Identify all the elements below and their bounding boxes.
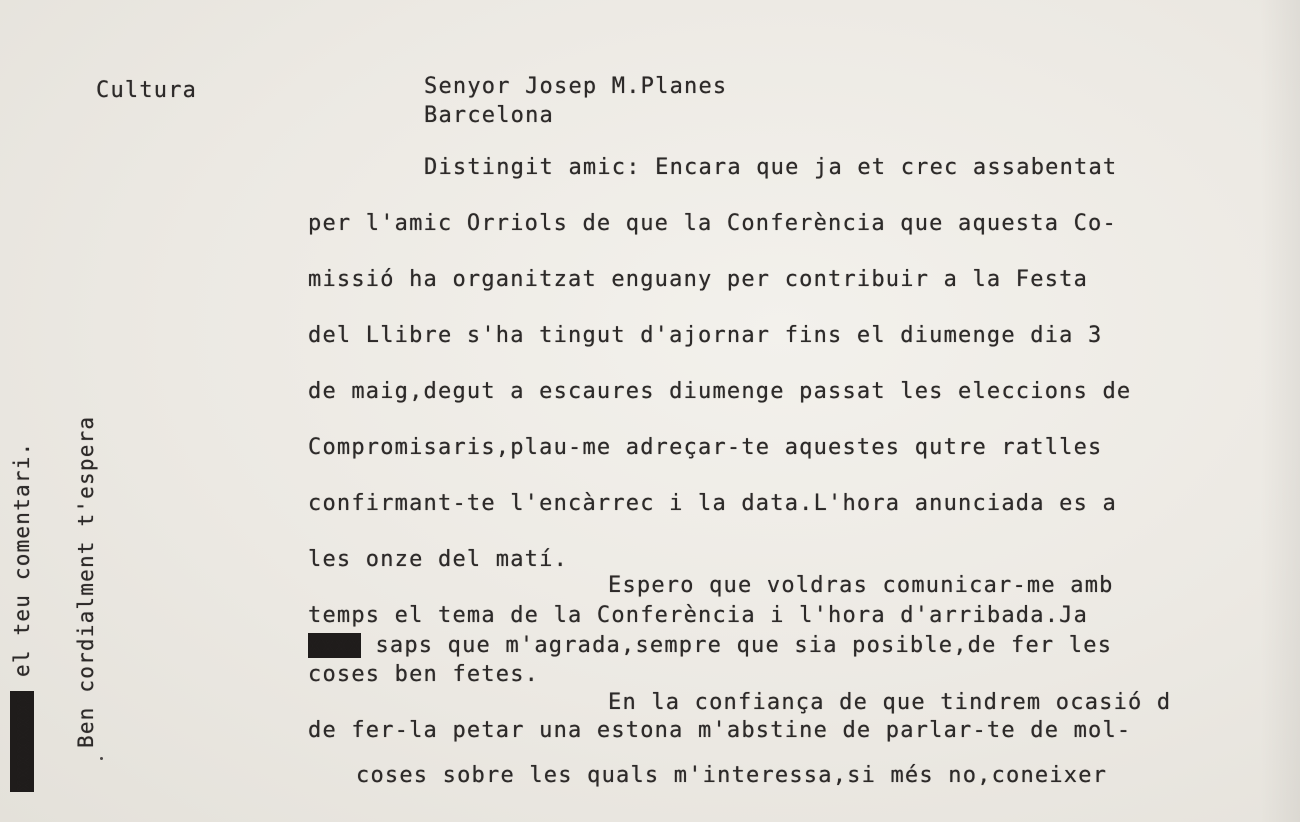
- recipient-city: Barcelona: [424, 103, 555, 128]
- margin-note-1-text: el teu comentari.: [10, 441, 34, 677]
- margin-note-2: Ben cordialment t'espera: [74, 415, 98, 748]
- body-line-2: per l'amic Orriols de que la Conferència que aquesta Co-: [308, 211, 1117, 236]
- body-line-3: missió ha organitzat enguany per contribuir a la Festa: [308, 267, 1089, 292]
- department-label: Cultura: [96, 78, 198, 103]
- ink-speck: [100, 757, 103, 760]
- body-line-11: [308, 633, 1112, 658]
- body-line-4: del Llibre s'ha tingut d'ajornar fins el diumenge dia 3: [308, 323, 1103, 348]
- body-line-12: coses ben fetes.: [308, 662, 540, 687]
- recipient-name: Senyor Josep M.Planes: [424, 74, 728, 99]
- page-edge-shadow: [1260, 0, 1300, 822]
- body-line-7: confirmant-te l'encàrrec i la data.L'hora anunciada es a: [308, 491, 1117, 516]
- margin-note-1: [10, 442, 34, 792]
- body-line-10: temps el tema de la Conferència i l'hora d'arribada.Ja: [308, 603, 1089, 628]
- body-line-5: de maig,degut a escaures diumenge passat les eleccions de: [308, 379, 1132, 404]
- body-line-8: les onze del matí.: [308, 547, 569, 572]
- margin-struck: xxxxxxxx: [10, 690, 34, 792]
- body-line-14: de fer-la petar una estona m'abstine de parlar-te de mol-: [308, 718, 1132, 743]
- body-line-11-text: saps que m'agrada,sempre que sia posible,de fer les: [375, 633, 1113, 658]
- body-line-9: Espero que voldras comunicar-me amb: [608, 573, 1114, 598]
- struck-word: xxxx: [308, 633, 361, 658]
- body-line-13: En la confiança de que tindrem ocasió d: [608, 690, 1172, 715]
- body-line-6: Compromisaris,plau-me adreçar-te aquestes qutre ratlles: [308, 435, 1103, 460]
- body-line-1: Distingit amic: Encara que ja et crec assabentat: [424, 155, 1118, 180]
- body-line-15: coses sobre les quals m'interessa,si més no,coneixer: [356, 763, 1108, 788]
